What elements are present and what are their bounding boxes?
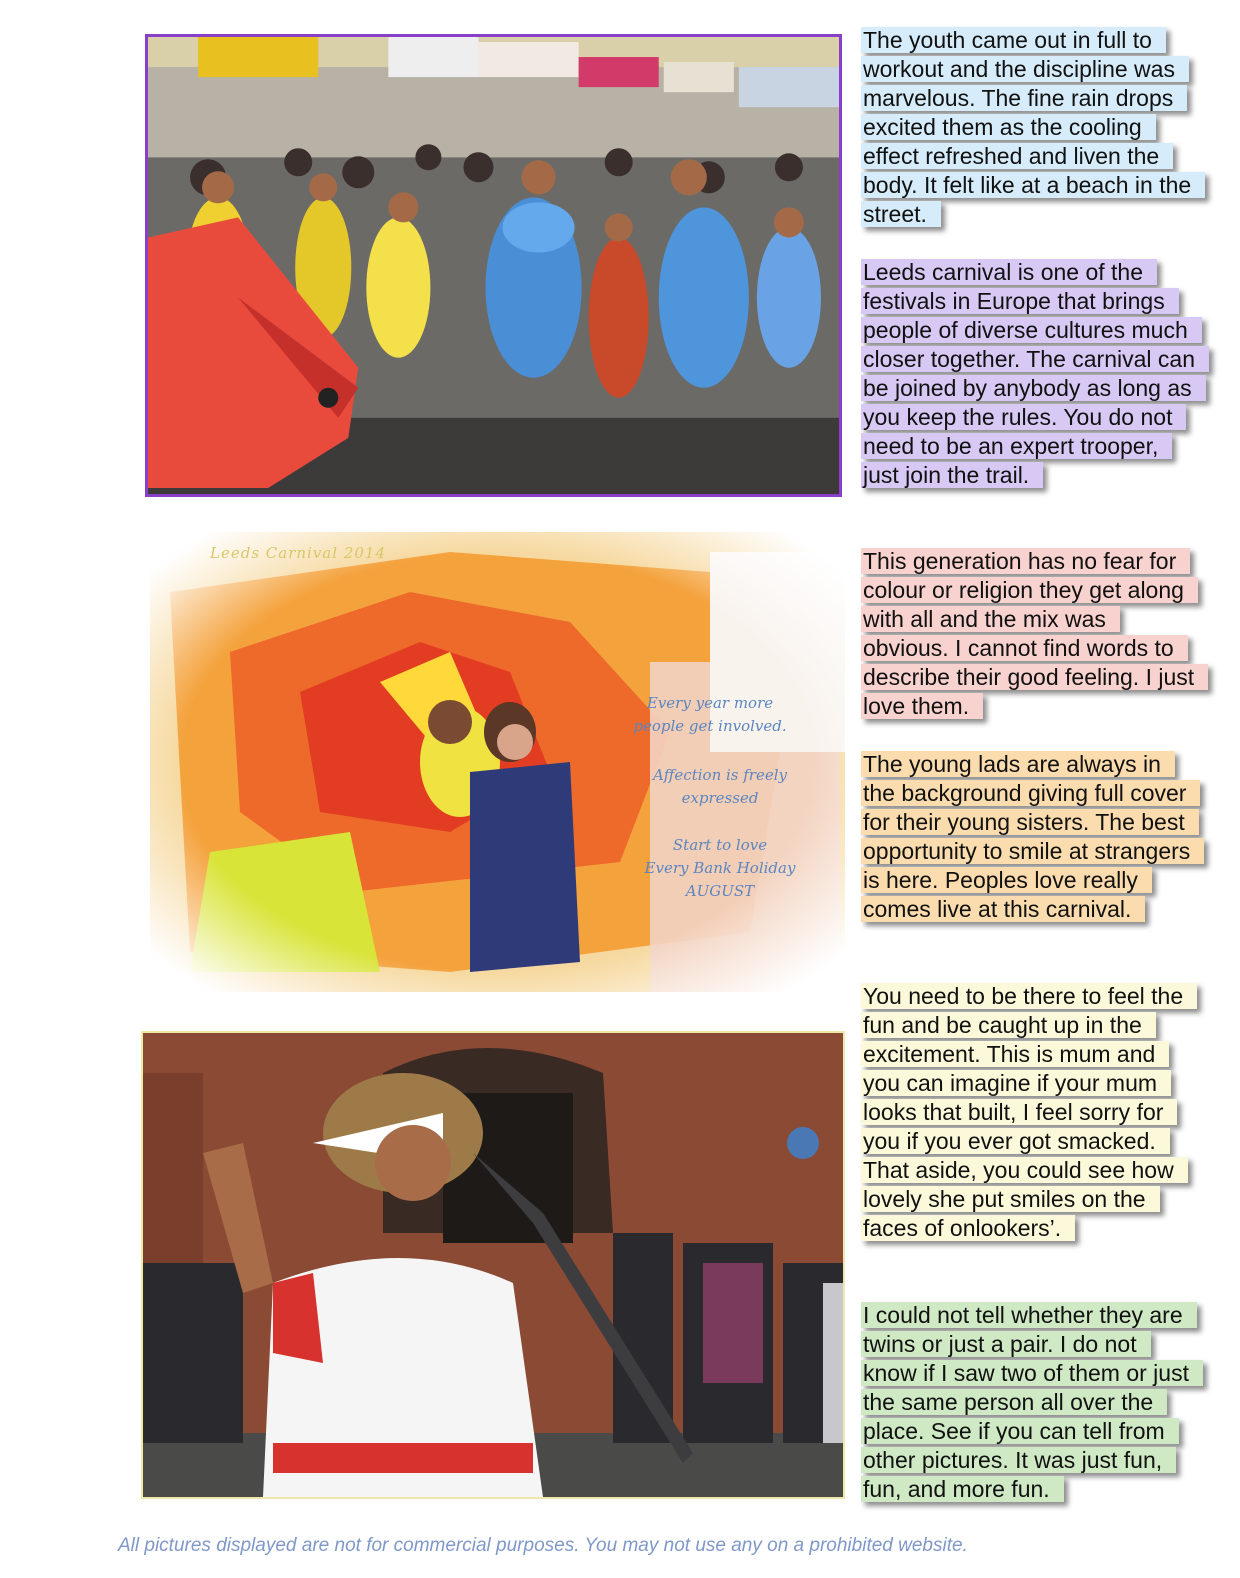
dancing-mum-illustration <box>143 1033 843 1497</box>
overlay-caption-1 <box>610 692 810 738</box>
paragraph-1 <box>861 26 1196 229</box>
leeds-carnival-collage-photo <box>150 532 845 992</box>
overlay-title: Leeds Carnival 2014 <box>210 544 386 562</box>
paragraph-text: This generation has no fear for colour or religion they get along with all and the mix was obvious. I cannot find words to describe their good feeling. I just love them. <box>861 548 1208 719</box>
paragraph-text: Leeds carnival is one of the festivals in Europe that brings people of diverse cultures much closer together. The carnival can be joined by anybody as long as you keep the rules. You do not need to be an expert trooper, just join the trail. <box>861 259 1209 488</box>
overlay-caption-2 <box>620 764 820 810</box>
dancing-mum-photo <box>141 1031 845 1499</box>
paragraph-text: The youth came out in full to workout and the discipline was marvelous. The fine rain drops excited them as the cooling effect refreshed and liven the body. It felt like at a beach in the street. <box>861 27 1205 227</box>
overlay-line: AUGUST <box>685 882 755 900</box>
overlay-line: Every Bank Holiday <box>644 859 796 877</box>
paragraph-text: The young lads are always in the background giving full cover for their young sisters. The best opportunity to smile at strangers is here. Peoples love really comes live at this carnival. <box>861 751 1204 922</box>
overlay-line: people get involved. <box>633 717 787 735</box>
feathered-costume-illustration <box>150 532 845 992</box>
overlay-line: Every year more <box>646 694 774 712</box>
paragraph-2 <box>861 258 1196 490</box>
carnival-dancers-photo <box>145 34 842 497</box>
paragraph-text: I could not tell whether they are twins or just a pair. I do not know if I saw two of them or just the same person all over the place. See if you can tell from other pictures. It was just fun, fun, and more fun. <box>861 1302 1203 1502</box>
paragraph-4 <box>861 750 1196 924</box>
disclaimer-footer: All pictures displayed are not for commercial purposes. You may not use any on a prohibited website. <box>118 1535 968 1556</box>
paragraph-5 <box>861 982 1196 1243</box>
paragraph-6 <box>861 1301 1196 1504</box>
overlay-line: Start to love <box>672 836 768 854</box>
paragraph-text: You need to be there to feel the fun and be caught up in the excitement. This is mum and you can imagine if your mum looks that built, I feel sorry for you if you ever got smacked. That aside, you could see how lovely she put smiles on the faces of onlookers’. <box>861 983 1197 1241</box>
overlay-caption-3 <box>620 834 820 903</box>
overlay-line: expressed <box>681 789 759 807</box>
carnival-dancers-illustration <box>148 37 839 494</box>
overlay-line: Affection is freely <box>652 766 788 784</box>
paragraph-3 <box>861 547 1196 721</box>
